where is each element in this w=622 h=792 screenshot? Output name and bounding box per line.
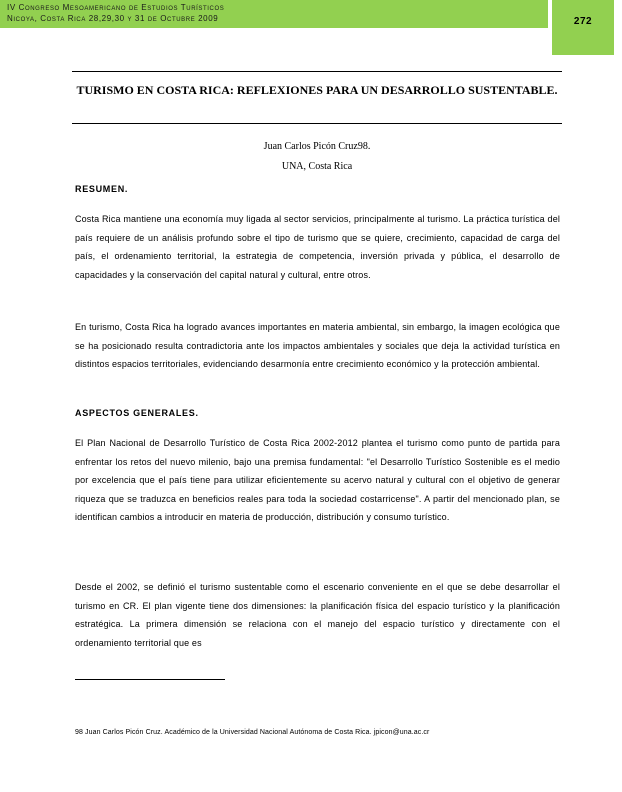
footnote: 98 Juan Carlos Picón Cruz. Académico de la Universidad Nacional Autónoma de Costa Rica. jpicon@una.ac.cr xyxy=(75,729,430,736)
conference-header-band xyxy=(0,0,548,28)
footnote-separator xyxy=(75,679,225,680)
paragraph: El Plan Nacional de Desarrollo Turístico de Costa Rica 2002-2012 plantea el turismo como punto de partida para enfrentar los retos del nuevo milenio, bajo una premisa fundamental: "el Desarrollo Turístico Sostenible es el medio por excelencia que el país tiene para utilizar eficientemente su acervo natural y cultural con el objetivo de generar riqueza que se traduzca en beneficios reales para toda la sociedad costarricense". A partir del mencionado plan, se identifican cambios a introducir en materia de producción, distribución y consumo turístico. xyxy=(75,438,560,523)
paragraph: Costa Rica mantiene una economía muy ligada al sector servicios, principalmente al turismo. La práctica turística del país requiere de un análisis profundo sobre el tipo de turismo que se quiere, crecimiento, capacidad de carga del país, el ordenamiento territorial, la estrategia de competencia, inversión privada y pública, el desarrollo de capacidades y la conservación del capital natural y cultural, entre otros. xyxy=(75,214,560,280)
author-name: Juan Carlos Picón Cruz98. xyxy=(263,141,371,152)
paragraph: En turismo, Costa Rica ha logrado avances importantes en materia ambiental, sin embargo, la imagen ecológica que se ha posicionado resulta contradictoria ante los impactos ambientales y sociales que deja la actividad turística en distintos espacios territoriales, evidenciando desarmonía entre crecimiento económico y la protección ambiental. xyxy=(75,322,560,370)
paragraph: Desde el 2002, se definió el turismo sustentable como el escenario conveniente en el que se debe desarrollar el turismo en CR. El plan vigente tiene dos dimensiones: la planificación física del espacio turístico y la planificación estratégica. La primera dimensión se relaciona con el manejo del espacio turístico y directamente con el ordenamiento territorial que es xyxy=(75,582,560,648)
page-number: 272 xyxy=(573,16,593,27)
conference-title: IV Congreso Mesoamericano de Estudios Turísticos xyxy=(7,3,225,12)
section-heading-resumen: RESUMEN. xyxy=(75,184,129,194)
paper-title: TURISMO EN COSTA RICA: REFLEXIONES PARA UN DESARROLLO SUSTENTABLE. xyxy=(76,83,558,97)
title-rule-bottom xyxy=(72,123,562,124)
conference-location-date: Nicoya, Costa Rica 28,29,30 y 31 de Octubre 2009 xyxy=(7,14,219,23)
section-heading-aspectos-generales: ASPECTOS GENERALES. xyxy=(75,408,199,418)
page-number-box xyxy=(552,0,614,55)
title-rule-top xyxy=(72,71,562,72)
author-affiliation: UNA, Costa Rica xyxy=(281,161,353,172)
